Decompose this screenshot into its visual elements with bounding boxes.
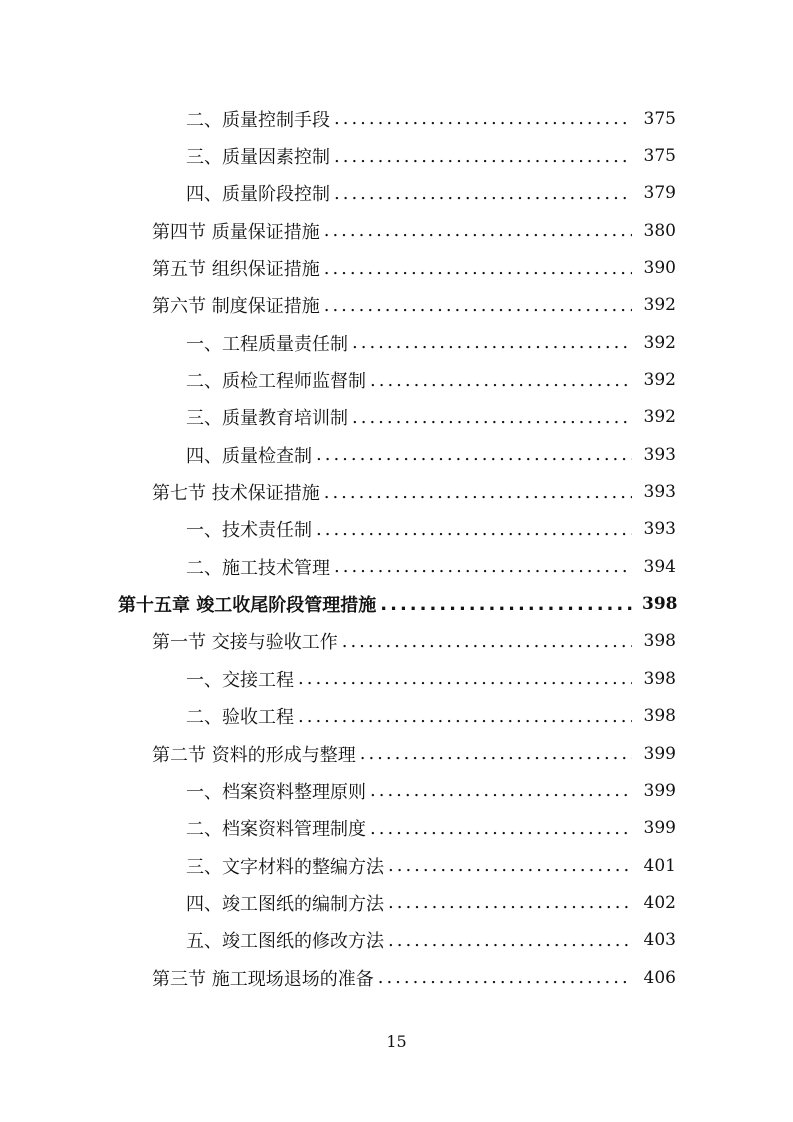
toc-subsection-entry[interactable]: [118, 884, 676, 921]
toc-entry-title: 二、档案资料管理制度: [186, 819, 366, 841]
toc-dot-leader: [324, 482, 632, 503]
toc-section-entry[interactable]: [118, 212, 676, 249]
toc-entry-title: 二、质检工程师监督制: [186, 371, 366, 393]
toc-dot-leader: [334, 146, 632, 167]
toc-entry-page: 379: [643, 183, 676, 204]
toc-entry-title: 二、验收工程: [186, 707, 294, 729]
toc-entry-title: 三、质量教育培训制: [186, 408, 348, 430]
toc-dot-leader: [324, 295, 632, 316]
toc-entry-page: 398: [643, 706, 676, 727]
toc-dot-leader: [334, 556, 632, 577]
toc-section-entry[interactable]: [118, 473, 676, 510]
toc-dot-leader: [352, 332, 632, 353]
toc-subsection-entry[interactable]: [118, 922, 676, 959]
table-of-contents: [118, 100, 676, 996]
toc-entry-page: 393: [643, 482, 676, 503]
toc-section-entry[interactable]: [118, 249, 676, 286]
toc-entry-title: 一、档案资料整理原则: [186, 781, 366, 803]
toc-section-entry[interactable]: [118, 287, 676, 324]
toc-entry-title: 四、竣工图纸的编制方法: [186, 893, 384, 915]
toc-entry-page: 393: [643, 444, 676, 465]
toc-dot-leader: [334, 108, 632, 129]
toc-subsection-entry[interactable]: [118, 698, 676, 735]
toc-dot-leader: [370, 370, 632, 391]
toc-entry-title: 第五节 组织保证措施: [152, 259, 320, 281]
toc-entry-page: 398: [643, 668, 676, 689]
toc-entry-title: 四、质量阶段控制: [186, 184, 330, 206]
toc-entry-page: 401: [643, 855, 676, 876]
toc-dot-leader: [388, 855, 632, 876]
toc-entry-title: 三、文字材料的整编方法: [186, 856, 384, 878]
toc-entry-page: 398: [642, 594, 678, 615]
toc-section-entry[interactable]: [118, 959, 676, 996]
toc-entry-page: 380: [643, 220, 676, 241]
toc-entry-title: 一、交接工程: [186, 669, 294, 691]
toc-entry-page: 392: [643, 332, 676, 353]
toc-entry-title: 第七节 技术保证措施: [152, 483, 320, 505]
toc-dot-leader: [378, 967, 632, 988]
toc-entry-title: 第二节 资料的形成与整理: [152, 744, 356, 766]
toc-entry-page: 399: [643, 743, 676, 764]
toc-subsection-entry[interactable]: [118, 324, 676, 361]
toc-entry-page: 392: [643, 407, 676, 428]
toc-entry-title: 二、质量控制手段: [186, 109, 330, 131]
toc-dot-leader: [334, 183, 632, 204]
toc-dot-leader: [316, 519, 632, 540]
toc-dot-leader: [360, 743, 632, 764]
toc-dot-leader: [342, 631, 632, 652]
toc-entry-page: 398: [643, 631, 676, 652]
toc-dot-leader: [370, 780, 632, 801]
toc-entry-title: 一、技术责任制: [186, 520, 312, 542]
toc-entry-page: 399: [643, 818, 676, 839]
toc-subsection-entry[interactable]: [118, 772, 676, 809]
toc-entry-title: 四、质量检查制: [186, 445, 312, 467]
toc-entry-title: 第一节 交接与验收工作: [152, 632, 338, 654]
toc-entry-title: 第十五章 竣工收尾阶段管理措施: [118, 595, 377, 617]
toc-dot-leader: [388, 930, 632, 951]
toc-dot-leader: [298, 668, 632, 689]
toc-dot-leader: [380, 594, 632, 615]
toc-section-entry[interactable]: [118, 623, 676, 660]
toc-entry-page: 394: [643, 556, 676, 577]
toc-dot-leader: [298, 706, 632, 727]
toc-entry-page: 402: [643, 892, 676, 913]
toc-entry-page: 399: [643, 780, 676, 801]
toc-entry-page: 392: [643, 295, 676, 316]
toc-section-entry[interactable]: [118, 735, 676, 772]
toc-entry-title: 第六节 制度保证措施: [152, 296, 320, 318]
toc-entry-page: 390: [643, 258, 676, 279]
toc-chapter-entry[interactable]: [118, 585, 676, 622]
toc-entry-page: 392: [643, 370, 676, 391]
toc-subsection-entry[interactable]: [118, 511, 676, 548]
toc-subsection-entry[interactable]: [118, 660, 676, 697]
toc-entry-title: 五、竣工图纸的修改方法: [186, 931, 384, 953]
toc-subsection-entry[interactable]: [118, 810, 676, 847]
toc-entry-page: 406: [643, 967, 676, 988]
toc-entry-page: 375: [643, 146, 676, 167]
toc-subsection-entry[interactable]: [118, 436, 676, 473]
toc-entry-title: 一、工程质量责任制: [186, 333, 348, 355]
toc-dot-leader: [324, 220, 632, 241]
toc-entry-title: 二、施工技术管理: [186, 557, 330, 579]
toc-entry-title: 第三节 施工现场退场的准备: [152, 968, 374, 990]
toc-subsection-entry[interactable]: [118, 361, 676, 398]
toc-dot-leader: [316, 444, 632, 465]
toc-subsection-entry[interactable]: [118, 137, 676, 174]
toc-entry-page: 375: [643, 108, 676, 129]
toc-subsection-entry[interactable]: [118, 548, 676, 585]
page-number: 15: [386, 1032, 407, 1051]
toc-subsection-entry[interactable]: [118, 100, 676, 137]
toc-subsection-entry[interactable]: [118, 399, 676, 436]
toc-entry-title: 第四节 质量保证措施: [152, 221, 320, 243]
toc-entry-page: 393: [643, 519, 676, 540]
toc-entry-page: 403: [643, 930, 676, 951]
toc-subsection-entry[interactable]: [118, 847, 676, 884]
toc-dot-leader: [388, 892, 632, 913]
toc-dot-leader: [352, 407, 632, 428]
toc-subsection-entry[interactable]: [118, 175, 676, 212]
toc-entry-title: 三、质量因素控制: [186, 147, 330, 169]
toc-dot-leader: [370, 818, 632, 839]
toc-dot-leader: [324, 258, 632, 279]
